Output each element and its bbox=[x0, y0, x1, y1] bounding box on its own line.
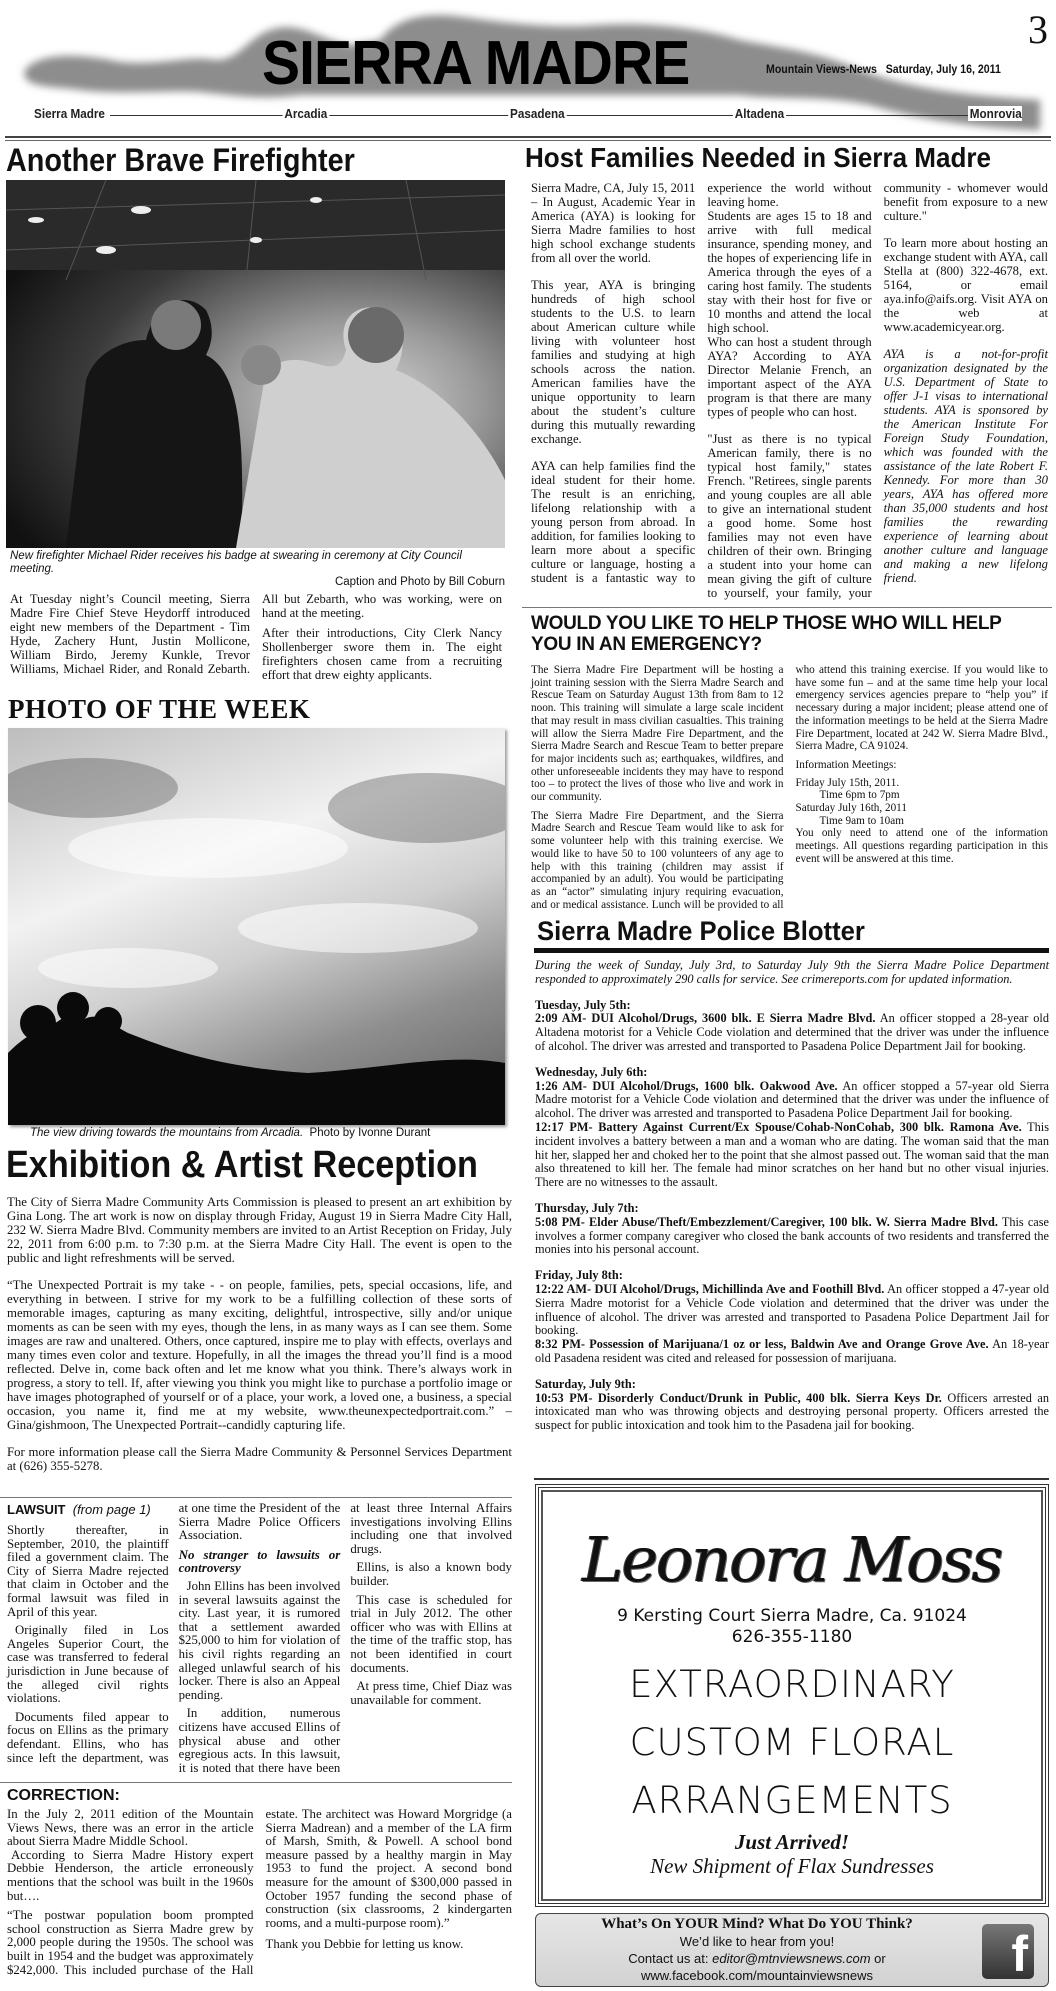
sky-photo-scene bbox=[8, 728, 505, 1125]
firefighter-paragraph: After their introductions, City Clerk Nancy Shollenberger swore them in. The eight firefighters chosen came from a recruiting effort that drew eighty applicants. bbox=[262, 626, 502, 682]
correction-paragraph: According to Sierra Madre History expert Debbie Henderson, the article erroneously mentions that the school was built in the 1960s but…. bbox=[7, 1847, 254, 1903]
contact-headline: What’s On YOUR Mind? What Do YOU Think? bbox=[601, 1916, 913, 1932]
lawsuit-paragraph: In addition, numerous citizens have accused Ellins of physical abuse and other egregious acts. In this lawsuit, it is noted that there have been at least three Internal Affairs investigations involving Ellins including one that involved drugs. bbox=[178, 1501, 512, 1775]
blotter-incident bbox=[535, 1121, 1049, 1190]
correction-thanks: Thank you Debbie for letting us know. bbox=[265, 1937, 464, 1952]
host-paragraph: Students are ages 15 to 18 and arrive with full medical insurance, spending money, and the hopes of experiencing life in America through the eyes of a caring host family. The students stay with their host for five or 10 months and attend the local high school. bbox=[707, 209, 872, 335]
incident-heading: 12:22 AM- DUI Alcohol/Drugs, Michillinda Ave and Foothill Blvd. bbox=[535, 1281, 885, 1296]
photo-of-week-caption-text: The view driving towards the mountains from Arcadia. bbox=[30, 1127, 304, 1139]
incident-heading: 5:08 PM- Elder Abuse/Theft/Embezzlement/Caregiver, 100 blk. W. Sierra Madre Blvd. bbox=[535, 1214, 998, 1229]
incident-heading: 2:09 AM- DUI Alcohol/Drugs, 3600 blk. E Sierra Madre Blvd. bbox=[535, 1011, 876, 1026]
divider bbox=[522, 607, 1052, 608]
meetings-closing: You only need to attend one of the information meetings. All questions regarding participation in this event will be answered at this time. bbox=[795, 827, 1048, 865]
lawsuit-headline bbox=[7, 1502, 169, 1518]
host-paragraph: Who can host a student through AYA? According to AYA Director Melanie French, an important aspect of the AYA program is that there are many types of people who can host. bbox=[707, 335, 872, 419]
incident-text: An officer stopped a 47-year old Sierra Madre motorist for a Vehicle Code violation and determined that the driver was under the influence of alcohol. The driver was arrested and transported to Pasadena Police Department Jail for booking. bbox=[535, 1281, 1049, 1338]
divider bbox=[534, 1478, 1049, 1480]
correction-paragraph: “The postwar population boom prompted school construction as Sierra Madre grew by 2,000 people during the 1950s. The school was built in 1954 and the budget was approximately $242,000. This included purchase of the Hall estate. The architect was Howard Morgridge (a Sierra Madrean) and a member of the LA firm of Marsh, Smith, & Powell. A school bond measure passed by a healthy margin in May 1953 to fund the project. A second bond measure for the amount of $300,000 passed in October 1957 funding the second phase of construction (six classrooms, 2 kindergarten rooms, and a multi-purpose room).” bbox=[7, 1807, 512, 1977]
correction-headline: CORRECTION: bbox=[7, 1787, 120, 1804]
incident-heading: 8:32 PM- Possession of Marijuana/1 oz or less, Baldwin Ave and Orange Grove Ave. bbox=[535, 1337, 989, 1352]
host-paragraph: This year, AYA is bringing hundreds of high school students to the U.S. to learn about American culture while living with volunteer host families and studying at high schools across the nation. American families have the unique opportunity to learn about the student’s culture during this mutually rewarding exchange. bbox=[531, 278, 696, 446]
ad-address: 9 Kersting Court Sierra Madre, Ca. 91024 bbox=[617, 1606, 967, 1626]
blotter-day: Friday, July 8th: bbox=[535, 1268, 623, 1283]
firefighter-credit: Caption and Photo by Bill Coburn bbox=[334, 576, 505, 588]
blotter-incident bbox=[535, 1338, 1049, 1366]
meeting-time: Time 9am to 10am bbox=[819, 814, 904, 827]
contact-subline: We’d like to hear from you! bbox=[679, 1934, 835, 1949]
page-number: 3 bbox=[1028, 7, 1048, 52]
town-label: Altadena bbox=[734, 106, 785, 121]
incident-heading: 10:53 PM- Disorderly Conduct/Drunk in Public, 400 blk. Sierra Keys Dr. bbox=[535, 1390, 942, 1405]
blotter-incident bbox=[535, 1080, 1049, 1121]
incident-heading: 12:17 PM- Battery Against Current/Ex Spouse/Cohab-NonCohab, 300 blk. Ramona Ave. bbox=[535, 1119, 1022, 1134]
firefighter-caption bbox=[10, 550, 505, 589]
divider bbox=[0, 1497, 512, 1498]
lawsuit-paragraph: John Ellins has been involved in several lawsuits against the city. Last year, it is rumored that a settlement awarded $25,000 to him for violation of his civil rights regarding an alleged unlawful search of his locker. There is also an Appeal pending. bbox=[178, 1578, 341, 1702]
blotter-day: Thursday, July 7th: bbox=[535, 1200, 639, 1215]
blotter-body bbox=[535, 959, 1049, 1433]
exhibition-paragraph: For more information please call the Sierra Madre Community & Personnel Services Department at (626) 355-5278. bbox=[7, 1445, 512, 1473]
town-label: Monrovia bbox=[969, 106, 1022, 121]
incident-text: An officer stopped a 57-year old Sierra Madre motorist for a Vehicle Code violation and determined that the driver was under the influence of alcohol. The driver was arrested and transported to Pasadena Police Department Jail for booking. bbox=[535, 1078, 1050, 1121]
blotter-rule bbox=[534, 948, 1049, 953]
publication-info bbox=[766, 64, 1001, 76]
lawsuit-title: LAWSUIT bbox=[7, 1502, 66, 1517]
meeting-time: Time 6pm to 7pm bbox=[819, 789, 900, 802]
ad-logo: Leonora Moss bbox=[582, 1523, 1002, 1596]
masthead-title: SIERRA MADRE bbox=[262, 29, 690, 98]
firefighter-caption-text: New firefighter Michael Rider receives his badge at swearing in ceremony at City Council meeting. bbox=[10, 550, 462, 575]
meetings-label: Information Meetings: bbox=[795, 758, 897, 771]
lawsuit-article bbox=[7, 1502, 512, 1778]
emergency-paragraph: The Sierra Madre Fire Department, and the Sierra Madre Search and Rescue Team would like to ask for some volunteer help with this training exercise. We would like to have 50 to 100 volunteers of any age to help with this training (children may assist if accompanied by an adult). You would be participating as an “actor” simulating injury requiring evacuation, and or medical assistance. Lunch will be provided to all who attend this training exercise. If you would like to have some fun – and at the same time help your local emergency services agencies prepare to “help you” if necessary during a major incident; please attend one of the information meetings to be held at the Sierra Madre Fire Department, located at 242 W. Sierra Madre Blvd., Sierra Madre, CA 91024. bbox=[531, 664, 1048, 911]
host-paragraph: To learn more about hosting an exchange student with AYA, call Stella at (800) 322-4678, ext. 5164, or email aya.info@aifs.org. Visit AYA on the web at www.academicyear.org. bbox=[883, 236, 1048, 334]
lawsuit-paragraph: Documents filed appear to focus on Ellins as the primary defendant. Ellins, who has since left the department, was at one time the President of the Sierra Madre Police Officers Association. bbox=[7, 1501, 341, 1765]
contact-email[interactable]: editor@mtnviewsnews.com bbox=[712, 1951, 871, 1966]
host-families-headline: Host Families Needed in Sierra Madre bbox=[525, 142, 991, 173]
firefighter-photo bbox=[6, 180, 505, 548]
ad-just-arrived: Just Arrived! bbox=[734, 1830, 850, 1854]
incident-text: This incident involves a battery between a man and a woman who are dating. The woman said that the man hit her, slapped her and choked her to the point that she almost passed out. The woman said that the man also threatened to kill her. The female had minor scratches on her hand but no other visual injuries. There are no witnesses to the assault. bbox=[535, 1119, 1049, 1190]
photo-of-week-headline: PHOTO OF THE WEEK bbox=[8, 694, 311, 724]
host-paragraph: Sierra Madre, CA, July 15, 2011 – In August, Academic Year in America (AYA) is looking for Sierra Madre families to host high school exchange students from all over the world. bbox=[531, 181, 696, 265]
incident-text: Officers arrested an intoxicated man who was throwing objects and destroying personal property. Officers arrested the suspect for public intoxication and took him to the Pasadena jail for booking. bbox=[535, 1390, 1050, 1433]
exhibition-paragraph: The City of Sierra Madre Community Arts Commission is pleased to present an art exhibition by Gina Long. The art work is now on display through Friday, August 19 in Sierra Madre City Hall, 232 W. Sierra Madre Blvd. Community members are invited to an Artist Reception on Friday, July 22, 2011 from 6:00 p.m. to 7:30 p.m. at the Sierra Madre City Hall. The event is open to the public and light refreshments will be served. bbox=[7, 1195, 512, 1265]
emergency-body bbox=[531, 664, 1048, 912]
correction-paragraph: In the July 2, 2011 edition of the Mountain Views News, there was an error in the article about Sierra Madre Middle School. bbox=[7, 1807, 254, 1849]
blotter-intro: During the week of Sunday, July 3rd, to Saturday July 9th the Sierra Madre Police Department responded to approximately 290 calls for service. See crimereports.com for updated information. bbox=[535, 958, 1049, 986]
issue-date: Saturday, July 16, 2011 bbox=[885, 64, 1001, 76]
ad-shipment: New Shipment of Flax Sundresses bbox=[650, 1854, 934, 1878]
emergency-headline: WOULD YOU LIKE TO HELP THOSE WHO WILL HELP YOU IN AN EMERGENCY? bbox=[531, 613, 1002, 655]
town-label: Pasadena bbox=[510, 106, 565, 121]
town-label: Arcadia bbox=[284, 106, 328, 121]
firefighter-body bbox=[10, 592, 502, 692]
town-label: Sierra Madre bbox=[34, 106, 105, 121]
host-paragraph: "Just as there is no typical American family, there is no typical host family," states French. "Retirees, single parents and young couples are all able to give an international student a good home. Some host families may not even have children of their own. Bringing a student into your home can mean giving the gift of culture to yourself, your family, your community - whomever would benefit from exposure to a new culture." bbox=[707, 181, 1048, 600]
blotter-day: Saturday, July 9th: bbox=[535, 1376, 636, 1391]
blotter-incident bbox=[535, 1216, 1049, 1257]
blotter-incident bbox=[535, 1012, 1049, 1053]
sky-photo bbox=[8, 728, 505, 1125]
firefighter-photo-scene bbox=[6, 180, 505, 548]
host-paragraph: AYA can help families find the ideal student for their home. The result is an enriching, lifelong relationship with a young person from abroad. In addition, for families looking to learn more about a specific culture or language, hosting a student is a fantastic way to experience the world without leaving home. bbox=[531, 181, 872, 585]
meeting-date: Saturday July 16th, 2011 bbox=[795, 802, 907, 815]
photo-of-week-credit: Photo by Ivonne Durant bbox=[309, 1127, 431, 1139]
publication-name: Mountain Views-News bbox=[766, 64, 877, 76]
firefighter-paragraph: At Tuesday night’s Council meeting, Sierra Madre Fire Chief Steve Heydorff introduced eight new members of the Department - Tim Hyde, Zachery Hunt, Justin Mollicone, William Birdo, Jeremy Kunkle, Trevor Williams, Michael Rider, and Ronald Zebarth. All but Zebarth, who was working, were on hand at the meeting. bbox=[10, 592, 502, 676]
blotter-day: Wednesday, July 6th: bbox=[535, 1064, 648, 1079]
contact-or: or bbox=[874, 1951, 886, 1966]
masthead-rule bbox=[5, 136, 1051, 141]
ad-line: CUSTOM FLORAL bbox=[629, 1721, 955, 1764]
exhibition-headline: Exhibition & Artist Reception bbox=[6, 1144, 478, 1186]
incident-heading: 1:26 AM- DUI Alcohol/Drugs, 1600 blk. Oakwood Ave. bbox=[535, 1078, 838, 1093]
correction-body bbox=[7, 1808, 512, 1989]
photo-of-week-caption bbox=[30, 1127, 500, 1140]
ad-line: ARRANGEMENTS bbox=[631, 1779, 953, 1822]
lawsuit-jump: (from page 1) bbox=[72, 1502, 151, 1517]
ad-headline bbox=[539, 1656, 1045, 1830]
lawsuit-paragraph: Ellins, is also a known body builder. bbox=[350, 1560, 512, 1588]
town-line bbox=[30, 106, 1040, 124]
contact-line bbox=[536, 1950, 978, 1967]
ad-phone: 626-355-1180 bbox=[731, 1627, 853, 1647]
divider bbox=[0, 1782, 512, 1783]
leonora-moss-ad bbox=[535, 1484, 1049, 1907]
lawsuit-paragraph: Originally filed in Los Angeles Superior Court, the case was transferred to federal jurisdiction in June because of the alleged civil rights violations. bbox=[7, 1623, 169, 1706]
blotter-incident bbox=[535, 1392, 1049, 1433]
lawsuit-paragraph: This case is scheduled for trial in July 2012. The other officer who was with Ellins at the time of the traffic stop, has not been identified in court documents. bbox=[350, 1592, 512, 1675]
meeting-date: Friday July 15th, 2011. bbox=[795, 776, 900, 789]
blotter-incident bbox=[535, 1283, 1049, 1338]
exhibition-body bbox=[7, 1195, 512, 1473]
firefighter-headline: Another Brave Firefighter bbox=[6, 142, 355, 178]
lawsuit-paragraph: Shortly thereafter, in September, 2010, the plaintiff filed a government claim. The City of Sierra Madre rejected that claim in October and the formal lawsuit was filed in April of this year. bbox=[7, 1523, 169, 1619]
facebook-link[interactable]: www.facebook.com/mountainviewsnews bbox=[641, 1968, 873, 1983]
lawsuit-paragraph: At press time, Chief Diaz was unavailable for comment. bbox=[350, 1679, 512, 1707]
contact-box bbox=[535, 1913, 1049, 1987]
exhibition-paragraph: “The Unexpected Portrait is my take - - on people, families, pets, special occasions, life, and everything in between. I strive for my work to be a fulfilling collection of these sorts of memorable images, capturing as many exciting, delightful, introspective, silly and/or unique moments as can be seen with my eyes, though the lens, in as many ways as I can see them. Some images are raw and unaltered. Others, once captured, inspire me to play with effects, overlays and many times even color and texture. Hopefully, in all the images the thread you’ll find is a mood reflected. Delve in, come back often and let me know what you think. There’s always work in progress, a story to tell. If, after viewing you think you might like to purchase a portfolio image or have images photographed of yourself or of a place, your work, a loved one, a business, a special occasion, you name it, find me at my website, www.theunexpectedportrait.com.” – Gina/gishmoon, The Unexpected Portrait--candidly capturing life. bbox=[7, 1278, 512, 1432]
blotter-headline: Sierra Madre Police Blotter bbox=[537, 916, 865, 946]
facebook-icon[interactable]: f bbox=[982, 1924, 1034, 1979]
host-families-body bbox=[531, 181, 1048, 605]
blotter-day: Tuesday, July 5th: bbox=[535, 997, 631, 1012]
lawsuit-subhead: No stranger to lawsuits or controversy bbox=[178, 1546, 341, 1576]
host-paragraph: AYA is a not-for-profit organization designated by the U.S. Department of State to offer J-1 visas to international students. AYA is sponsored by the American Institute For Foreign Study Foundation, which was founded with the assistance of the late Robert F. Kennedy. For more than 30 years, AYA has offered more than 35,000 students and host families the rewarding experience of learning about another culture and language and making a new lifelong friend. bbox=[883, 347, 1048, 585]
ad-line: EXTRAORDINARY bbox=[629, 1663, 955, 1706]
incident-text: An 18-year old Pasadena resident was cited and released for possession of marijuana. bbox=[535, 1337, 1049, 1365]
incident-text: An officer stopped a 28-year old Altadena motorist for a Vehicle Code violation and determined that the driver was under the influence of alcohol. The driver was arrested and transported to Pasadena Police Department Jail for booking. bbox=[535, 1011, 1049, 1053]
emergency-paragraph: The Sierra Madre Fire Department will be hosting a joint training session with the Sierra Madre Search and Rescue Team on Saturday August 13th from 8am to 12 noon. This training will simulate a large scale incident that may result in mass civilian casualties. This training will allow the Sierra Madre Fire Department, and the Sierra Madre Search and Rescue Team to better prepare for major incidents such as; earthquakes, wildfires, and other unforeseeable incidents they may have to respond too – to protect the lives of those who live and work in our community. bbox=[531, 664, 784, 804]
incident-text: This case involves a former company caregiver who closed the bank accounts of two residents and transferred the monies into his personal account. bbox=[535, 1214, 1049, 1257]
contact-label: Contact us at: bbox=[628, 1951, 709, 1966]
